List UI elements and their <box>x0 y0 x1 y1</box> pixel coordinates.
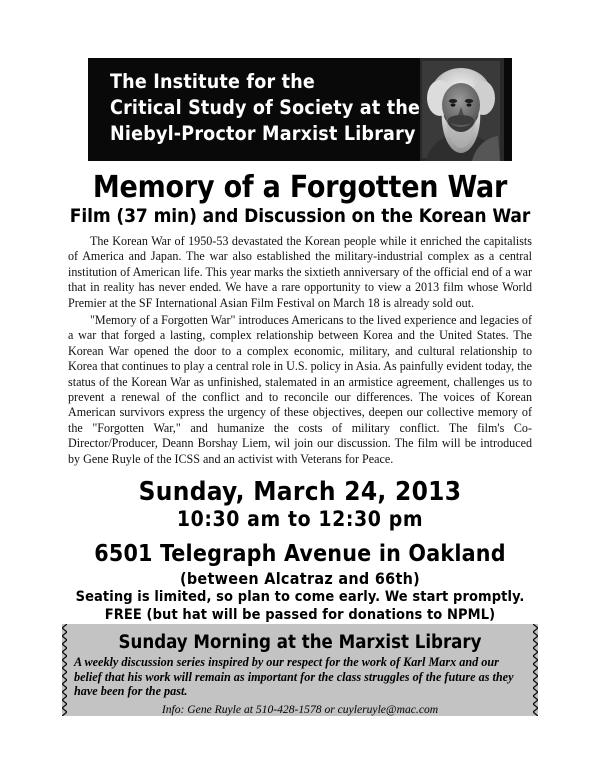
event-time: 10:30 am to 12:30 pm <box>176 507 424 531</box>
banner-line-1: The Institute for the <box>110 70 316 93</box>
event-date: Sunday, March 24, 2013 <box>138 477 462 507</box>
zigzag-border-top <box>62 624 538 629</box>
event-cross-streets: (between Alcatraz and 66th) <box>179 569 421 588</box>
series-info-box <box>62 624 538 716</box>
banner-line-2: Critical Study of Society at the <box>110 96 421 119</box>
paragraph-1: The Korean War of 1950-53 devastated the Korean people while it enriched the capitalists of America and Japan. The war also established the military-industrial complex as a central institution of American life. This year marks the sixtieth anniversary of the official end of a war that in reality has never ended. We have a rare opportunity to view a 2013 film whose World Premier at the SF International Asian Film Festival on March 18 is already sold out. <box>68 234 532 310</box>
event-address: 6501 Telegraph Avenue in Oakland <box>94 541 506 567</box>
zigzag-border-left <box>62 624 67 716</box>
series-description: A weekly discussion series inspired by our respect for the work of Karl Marx and our belief that his work will remain as important for the class struggles of the future as they have been for the past. <box>74 655 514 699</box>
admission-note: FREE (but hat will be passed for donations to NPML) <box>104 607 496 623</box>
description-text <box>68 234 532 469</box>
page-subtitle: Film (37 min) and Discussion on the Korean War <box>69 205 531 227</box>
banner-line-3: Niebyl-Proctor Marxist Library <box>110 122 416 145</box>
paragraph-2: "Memory of a Forgotten War" introduces Americans to the lived experience and legacies of a war that forged a lasting, complex relationship between Korea and the United States. The Korean War opened the door to a complex economic, military, and cultural relationship to Korea that continues to play a central role in U.S. policy in Asia. As painfully evident today, the status of the Korean War as unfinished, stalemated in an armistice agreement, challenges us to prevent a renewal of the conflict and to reconcile our differences. The voices of Korean American survivors express the urgency of these objectives, deepen our collective memory of the "Forgotten War," and humanize the costs of military conflict. The film's Co-Director/Producer, Deann Borshay Liem, wil join our discussion. The film will be introduced by Gene Ruyle of the ICSS and an activist with Veterans for Peace. <box>68 313 533 466</box>
header-banner <box>88 58 512 161</box>
event-details <box>0 478 600 624</box>
organization-name <box>110 69 420 147</box>
zigzag-border-bottom <box>62 711 538 716</box>
karl-marx-portrait <box>420 58 504 161</box>
page-title: Memory of a Forgotten War <box>92 170 508 205</box>
seating-note: Seating is limited, so plan to come early. We start promptly. <box>75 589 525 605</box>
zigzag-border-right <box>533 624 538 716</box>
contact-info: Info: Gene Ruyle at 510-428-1578 or cuyleruyle@mac.com <box>161 702 439 716</box>
series-title: Sunday Morning at the Marxist Library <box>118 632 482 653</box>
